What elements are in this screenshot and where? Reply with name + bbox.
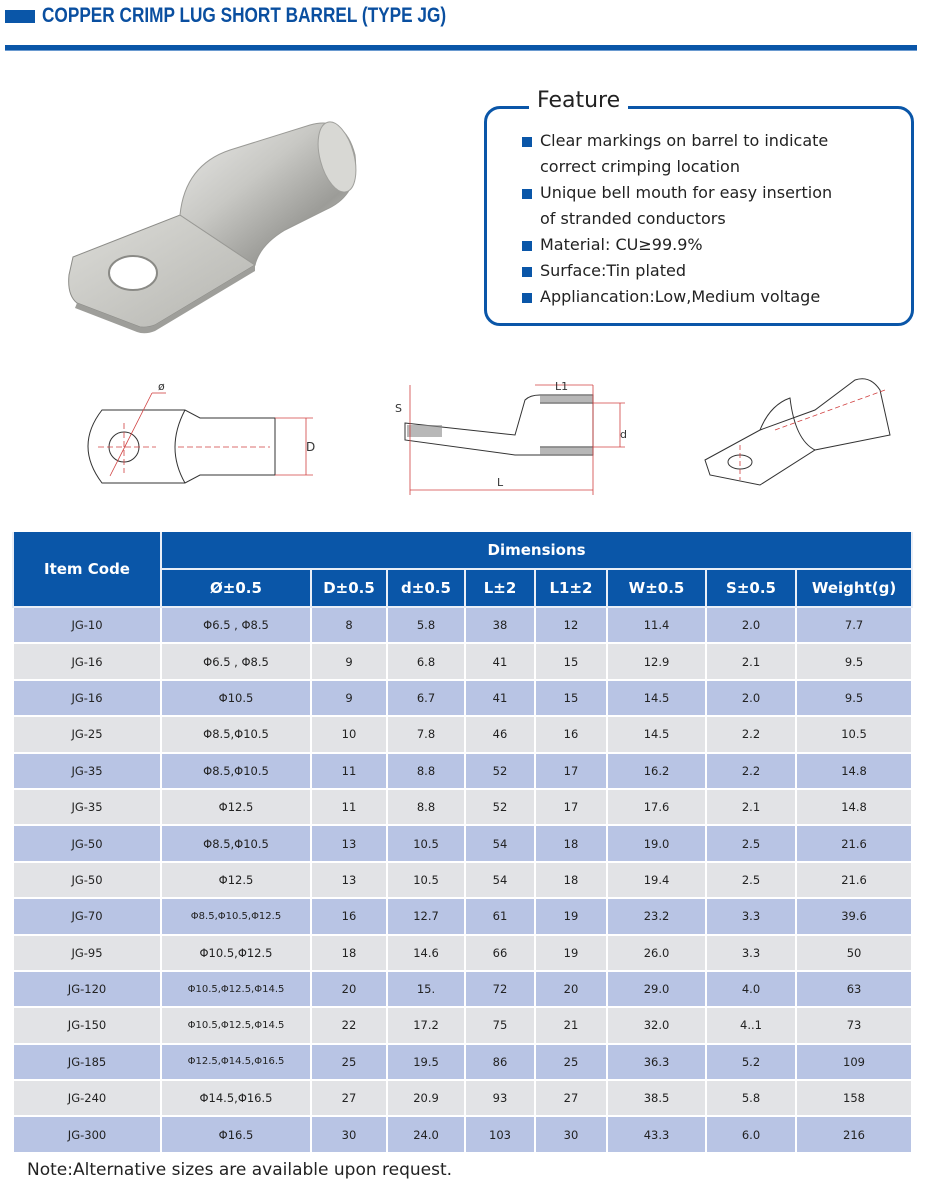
cell-item-code: JG-150 — [13, 1007, 161, 1043]
cell-diameter: Φ14.5,Φ16.5 — [161, 1080, 311, 1116]
cell-D: 9 — [311, 680, 387, 716]
square-bullet-icon — [522, 137, 532, 147]
cell-S: 4.0 — [706, 971, 796, 1007]
L-label: L — [497, 476, 504, 489]
table-row — [13, 789, 912, 825]
table-row — [13, 607, 912, 643]
cell-L1: 15 — [535, 680, 607, 716]
cell-weight: 21.6 — [796, 862, 912, 898]
column-header-L1: L1±2 — [535, 569, 607, 607]
cell-L1: 30 — [535, 1116, 607, 1152]
cell-W: 17.6 — [607, 789, 706, 825]
cell-L1: 20 — [535, 971, 607, 1007]
cell-L: 41 — [465, 643, 535, 679]
cell-L1: 19 — [535, 935, 607, 971]
dimensions-header: Dimensions — [161, 532, 912, 569]
cell-W: 43.3 — [607, 1116, 706, 1152]
cell-weight: 39.6 — [796, 898, 912, 934]
table-row — [13, 825, 912, 861]
cell-W: 19.0 — [607, 825, 706, 861]
top-view-drawing — [70, 378, 340, 488]
column-header-S: S±0.5 — [706, 569, 796, 607]
feature-item — [520, 128, 900, 180]
cell-W: 26.0 — [607, 935, 706, 971]
cell-W: 29.0 — [607, 971, 706, 1007]
column-header-d: d±0.5 — [387, 569, 465, 607]
cell-S: 3.3 — [706, 935, 796, 971]
cell-D: 22 — [311, 1007, 387, 1043]
L1-label: L1 — [555, 380, 569, 393]
cell-L: 61 — [465, 898, 535, 934]
cell-weight: 109 — [796, 1044, 912, 1080]
cell-D: 10 — [311, 716, 387, 752]
cell-d: 10.5 — [387, 862, 465, 898]
column-header-L: L±2 — [465, 569, 535, 607]
square-bullet-icon — [522, 189, 532, 199]
cell-L: 52 — [465, 789, 535, 825]
cell-D: 18 — [311, 935, 387, 971]
cell-W: 12.9 — [607, 643, 706, 679]
cell-weight: 50 — [796, 935, 912, 971]
column-header-weight: Weight(g) — [796, 569, 912, 607]
cell-W: 32.0 — [607, 1007, 706, 1043]
cell-diameter: Φ12.5 — [161, 862, 311, 898]
cell-L1: 15 — [535, 643, 607, 679]
feature-item — [520, 180, 900, 232]
cell-D: 27 — [311, 1080, 387, 1116]
cell-d: 10.5 — [387, 825, 465, 861]
cell-diameter: Φ6.5 , Φ8.5 — [161, 643, 311, 679]
cell-weight: 10.5 — [796, 716, 912, 752]
feature-item-text: Material: CU≥99.9% — [540, 235, 703, 254]
cell-L1: 25 — [535, 1044, 607, 1080]
feature-title: Feature — [529, 88, 628, 113]
cell-S: 2.0 — [706, 607, 796, 643]
cell-item-code: JG-35 — [13, 753, 161, 789]
table-row — [13, 862, 912, 898]
feature-list — [520, 128, 900, 310]
cell-d: 17.2 — [387, 1007, 465, 1043]
cell-diameter: Φ10.5,Φ12.5,Φ14.5 — [161, 1007, 311, 1043]
feature-item-text-cont: of stranded conductors — [540, 209, 726, 228]
cell-item-code: JG-16 — [13, 680, 161, 716]
cell-d: 14.6 — [387, 935, 465, 971]
cell-W: 14.5 — [607, 716, 706, 752]
feature-item — [520, 258, 900, 284]
cell-S: 2.0 — [706, 680, 796, 716]
cell-weight: 9.5 — [796, 680, 912, 716]
column-header-D: D±0.5 — [311, 569, 387, 607]
cell-S: 3.3 — [706, 898, 796, 934]
cell-L1: 12 — [535, 607, 607, 643]
table-row — [13, 680, 912, 716]
cell-item-code: JG-185 — [13, 1044, 161, 1080]
cell-L1: 16 — [535, 716, 607, 752]
cell-L: 86 — [465, 1044, 535, 1080]
table-row — [13, 1080, 912, 1116]
cell-D: 16 — [311, 898, 387, 934]
table-row — [13, 716, 912, 752]
title-divider — [5, 45, 917, 51]
cell-W: 11.4 — [607, 607, 706, 643]
table-row — [13, 753, 912, 789]
cell-L1: 18 — [535, 825, 607, 861]
cell-W: 23.2 — [607, 898, 706, 934]
table-row — [13, 643, 912, 679]
cell-L1: 17 — [535, 753, 607, 789]
cell-D: 11 — [311, 789, 387, 825]
footnote: Note:Alternative sizes are available upon request. — [27, 1160, 453, 1180]
cell-L: 54 — [465, 825, 535, 861]
cell-diameter: Φ16.5 — [161, 1116, 311, 1152]
cell-D: 8 — [311, 607, 387, 643]
cell-weight: 21.6 — [796, 825, 912, 861]
cell-W: 16.2 — [607, 753, 706, 789]
cell-S: 5.2 — [706, 1044, 796, 1080]
cell-L: 38 — [465, 607, 535, 643]
cell-item-code: JG-16 — [13, 643, 161, 679]
feature-item-text: Clear markings on barrel to indicate — [540, 131, 829, 150]
cell-W: 36.3 — [607, 1044, 706, 1080]
cell-D: 30 — [311, 1116, 387, 1152]
cell-S: 4..1 — [706, 1007, 796, 1043]
table-row — [13, 1044, 912, 1080]
cell-L1: 27 — [535, 1080, 607, 1116]
table-row — [13, 935, 912, 971]
feature-item-text: Surface:Tin plated — [540, 261, 686, 280]
cell-d: 20.9 — [387, 1080, 465, 1116]
cell-D: 25 — [311, 1044, 387, 1080]
cell-item-code: JG-70 — [13, 898, 161, 934]
cell-W: 19.4 — [607, 862, 706, 898]
cell-diameter: Φ10.5 — [161, 680, 311, 716]
cell-L: 75 — [465, 1007, 535, 1043]
cell-L: 93 — [465, 1080, 535, 1116]
D-label: D — [306, 440, 316, 454]
cell-d: 19.5 — [387, 1044, 465, 1080]
table-row — [13, 1007, 912, 1043]
diameter-label: ø — [158, 380, 165, 393]
cell-weight: 73 — [796, 1007, 912, 1043]
cell-d: 6.8 — [387, 643, 465, 679]
cell-diameter: Φ12.5 — [161, 789, 311, 825]
cell-item-code: JG-10 — [13, 607, 161, 643]
page-title: COPPER CRIMP LUG SHORT BARREL (TYPE JG) — [42, 4, 447, 27]
cell-d: 15. — [387, 971, 465, 1007]
cell-L: 46 — [465, 716, 535, 752]
d-label: d — [620, 428, 627, 441]
cell-L: 54 — [465, 862, 535, 898]
cell-S: 2.1 — [706, 789, 796, 825]
cell-S: 2.5 — [706, 825, 796, 861]
cell-d: 6.7 — [387, 680, 465, 716]
cell-diameter: Φ8.5,Φ10.5 — [161, 716, 311, 752]
cell-S: 2.5 — [706, 862, 796, 898]
cell-L: 103 — [465, 1116, 535, 1152]
cell-d: 8.8 — [387, 789, 465, 825]
cell-S: 6.0 — [706, 1116, 796, 1152]
cell-S: 2.2 — [706, 716, 796, 752]
cell-item-code: JG-50 — [13, 825, 161, 861]
cell-item-code: JG-25 — [13, 716, 161, 752]
cell-item-code: JG-95 — [13, 935, 161, 971]
cell-d: 5.8 — [387, 607, 465, 643]
table-body — [13, 607, 912, 1153]
specification-table — [12, 532, 913, 1154]
cell-L1: 18 — [535, 862, 607, 898]
cell-L: 52 — [465, 753, 535, 789]
cell-item-code: JG-240 — [13, 1080, 161, 1116]
feature-item — [520, 232, 900, 258]
S-label: S — [395, 402, 402, 415]
table-row — [13, 971, 912, 1007]
cell-L1: 19 — [535, 898, 607, 934]
cell-S: 5.8 — [706, 1080, 796, 1116]
cell-weight: 14.8 — [796, 789, 912, 825]
square-bullet-icon — [522, 293, 532, 303]
cell-diameter: Φ12.5,Φ14.5,Φ16.5 — [161, 1044, 311, 1080]
cell-weight: 158 — [796, 1080, 912, 1116]
item-code-header: Item Code — [13, 532, 161, 607]
cell-L1: 21 — [535, 1007, 607, 1043]
feature-item-text: Appliancation:Low,Medium voltage — [540, 287, 821, 306]
cell-d: 7.8 — [387, 716, 465, 752]
title-accent-bar — [5, 10, 35, 23]
cell-d: 24.0 — [387, 1116, 465, 1152]
cell-diameter: Φ8.5,Φ10.5,Φ12.5 — [161, 898, 311, 934]
table-row — [13, 898, 912, 934]
cell-diameter: Φ6.5 , Φ8.5 — [161, 607, 311, 643]
cell-weight: 63 — [796, 971, 912, 1007]
feature-item-text-cont: correct crimping location — [540, 157, 740, 176]
cell-diameter: Φ10.5,Φ12.5 — [161, 935, 311, 971]
cell-D: 11 — [311, 753, 387, 789]
cell-item-code: JG-300 — [13, 1116, 161, 1152]
table-row — [13, 1116, 912, 1152]
product-photo — [55, 95, 375, 345]
cell-item-code: JG-120 — [13, 971, 161, 1007]
cell-L: 72 — [465, 971, 535, 1007]
cell-D: 9 — [311, 643, 387, 679]
cell-d: 8.8 — [387, 753, 465, 789]
cell-diameter: Φ8.5,Φ10.5 — [161, 825, 311, 861]
cell-W: 38.5 — [607, 1080, 706, 1116]
cell-item-code: JG-35 — [13, 789, 161, 825]
cell-D: 13 — [311, 862, 387, 898]
cell-weight: 216 — [796, 1116, 912, 1152]
isometric-drawing — [695, 370, 895, 500]
feature-item — [520, 284, 900, 310]
cell-weight: 7.7 — [796, 607, 912, 643]
cell-weight: 14.8 — [796, 753, 912, 789]
cell-item-code: JG-50 — [13, 862, 161, 898]
cell-diameter: Φ8.5,Φ10.5 — [161, 753, 311, 789]
square-bullet-icon — [522, 267, 532, 277]
column-header-W: W±0.5 — [607, 569, 706, 607]
cell-W: 14.5 — [607, 680, 706, 716]
cell-L1: 17 — [535, 789, 607, 825]
feature-item-text: Unique bell mouth for easy insertion — [540, 183, 833, 202]
square-bullet-icon — [522, 241, 532, 251]
cell-S: 2.1 — [706, 643, 796, 679]
cell-diameter: Φ10.5,Φ12.5,Φ14.5 — [161, 971, 311, 1007]
cell-d: 12.7 — [387, 898, 465, 934]
cell-L: 66 — [465, 935, 535, 971]
cell-weight: 9.5 — [796, 643, 912, 679]
cell-D: 13 — [311, 825, 387, 861]
column-header-diameter: Ø±0.5 — [161, 569, 311, 607]
cell-D: 20 — [311, 971, 387, 1007]
cell-S: 2.2 — [706, 753, 796, 789]
side-view-drawing — [365, 380, 635, 500]
cell-L: 41 — [465, 680, 535, 716]
